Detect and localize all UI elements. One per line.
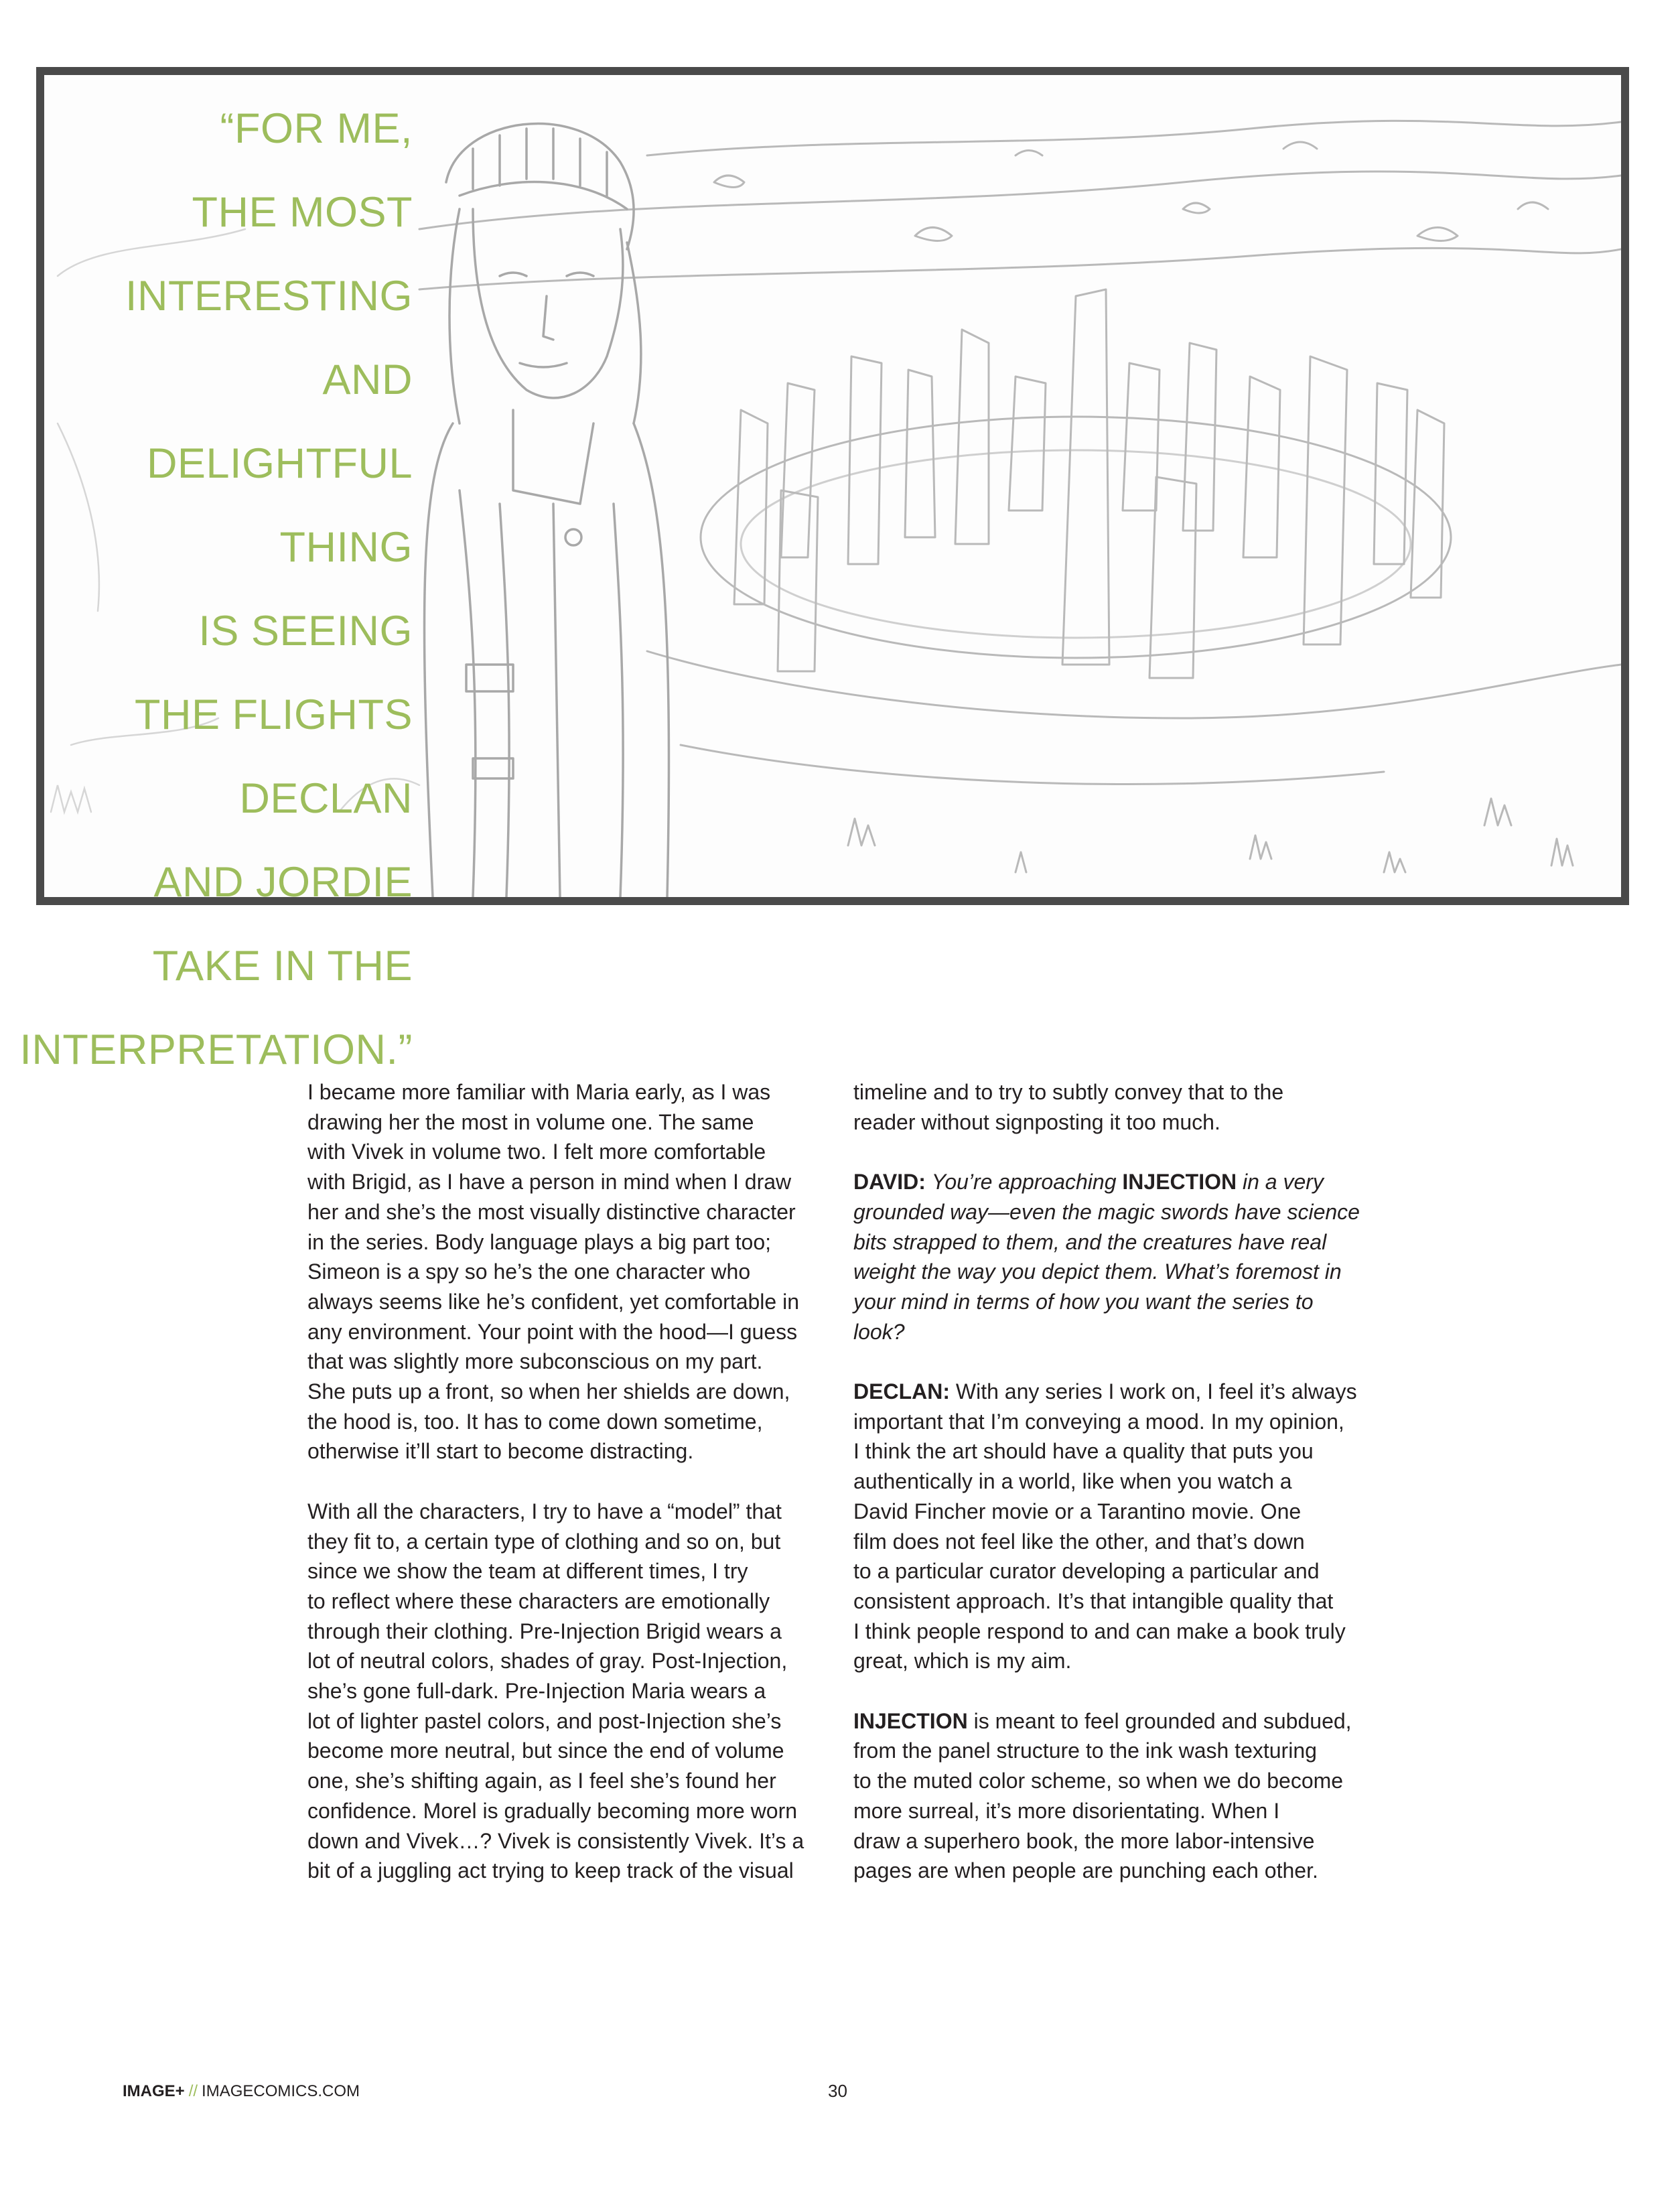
speaker-declan: DECLAN: bbox=[853, 1379, 950, 1404]
pull-quote-line: THING bbox=[279, 524, 413, 571]
text-line: always seems like he’s confident, yet comfortable in bbox=[307, 1289, 799, 1314]
text-line: David Fincher movie or a Tarantino movie. One bbox=[853, 1499, 1302, 1523]
text-line: from the panel structure to the ink wash texturing bbox=[853, 1738, 1317, 1763]
text-line: bit of a juggling act trying to keep track of the visual bbox=[307, 1858, 794, 1883]
pull-quote-line: INTERPRETATION.” bbox=[19, 1026, 413, 1073]
text-line: her and she’s the most visually distinctive character bbox=[307, 1199, 796, 1224]
footer-credit bbox=[123, 2082, 360, 2101]
text-line: lot of neutral colors, shades of gray. Post-Injection, bbox=[307, 1649, 788, 1673]
page-number: 30 bbox=[828, 2081, 847, 2101]
left-column bbox=[307, 1077, 837, 1886]
pull-quote-line: IS SEEING bbox=[198, 608, 413, 655]
paragraph-injection-grounded bbox=[853, 1706, 1383, 1886]
text-line: With all the characters, I try to have a “model” that bbox=[307, 1499, 782, 1523]
text-line: draw a superhero book, the more labor-intensive bbox=[853, 1828, 1315, 1853]
text-line: drawing her the most in volume one. The same bbox=[307, 1109, 754, 1134]
series-title: INJECTION bbox=[853, 1708, 968, 1733]
text-line: more surreal, it’s more disorientating. When I bbox=[853, 1798, 1280, 1823]
pull-quote-line: TAKE IN THE bbox=[152, 943, 413, 989]
text-line: to the muted color scheme, so when we do become bbox=[853, 1769, 1344, 1793]
text-line: bits strapped to them, and the creatures have real bbox=[853, 1229, 1327, 1254]
text-line: reader without signposting it too much. bbox=[853, 1109, 1220, 1134]
text-line: she’s gone full-dark. Pre-Injection Maria wears a bbox=[307, 1679, 766, 1704]
footer-slashes: // bbox=[188, 2082, 198, 2100]
text-line: with Vivek in volume two. I felt more comfortable bbox=[307, 1140, 766, 1164]
text-line: She puts up a front, so when her shields are down, bbox=[307, 1379, 790, 1404]
text-line: weight the way you depict them. What’s foremost in bbox=[853, 1259, 1342, 1284]
text-line bbox=[853, 1379, 1357, 1404]
text-line: important that I’m conveying a mood. In my opinion, bbox=[853, 1409, 1344, 1434]
pull-quote-line: DELIGHTFUL bbox=[146, 440, 413, 487]
text-line: confidence. Morel is gradually becoming more worn bbox=[307, 1798, 798, 1823]
text-line: I became more familiar with Maria early, as I was bbox=[307, 1080, 771, 1104]
text-line: look? bbox=[853, 1319, 905, 1344]
answer-line-rest: With any series I work on, I feel it’s always bbox=[955, 1379, 1357, 1404]
text-line: through their clothing. Pre-Injection Brigid wears a bbox=[307, 1619, 782, 1643]
question-david bbox=[853, 1167, 1383, 1347]
paragraph-characters-model bbox=[307, 1497, 837, 1886]
text-line: I think the art should have a quality that puts you bbox=[853, 1439, 1314, 1464]
text-line: great, which is my aim. bbox=[853, 1649, 1072, 1673]
text-line: to reflect where these characters are emotionally bbox=[307, 1588, 770, 1613]
speaker-david: DAVID: bbox=[853, 1170, 926, 1194]
text-line bbox=[853, 1170, 1324, 1194]
text-line: that was slightly more subconscious on my part. bbox=[307, 1349, 763, 1374]
text-line: otherwise it’ll start to become distracting. bbox=[307, 1439, 694, 1464]
series-title: INJECTION bbox=[1122, 1170, 1237, 1194]
footer-brand: IMAGE+ bbox=[123, 2082, 185, 2100]
text-line: with Brigid, as I have a person in mind when I draw bbox=[307, 1170, 792, 1194]
pull-quote bbox=[0, 87, 413, 1092]
pull-quote-line: AND JORDIE bbox=[153, 859, 413, 906]
text-line: your mind in terms of how you want the series to bbox=[853, 1289, 1314, 1314]
pull-quote-line: THE MOST bbox=[192, 189, 413, 236]
pull-quote-line: THE FLIGHTS bbox=[134, 691, 413, 738]
text-line bbox=[853, 1709, 1352, 1733]
answer-declan bbox=[853, 1377, 1383, 1676]
pull-quote-line: AND bbox=[322, 356, 413, 403]
text-line: since we show the team at different times, I try bbox=[307, 1559, 748, 1584]
text-line: Simeon is a spy so he’s the one character who bbox=[307, 1259, 751, 1284]
text-line: film does not feel like the other, and that’s down bbox=[853, 1529, 1305, 1554]
text-line: lot of lighter pastel colors, and post-Injection she’s bbox=[307, 1708, 782, 1733]
pull-quote-line: INTERESTING bbox=[125, 273, 413, 320]
pull-quote-line: DECLAN bbox=[239, 775, 413, 822]
text-line: consistent approach. It’s that intangible quality that bbox=[853, 1588, 1334, 1613]
footer-site: IMAGECOMICS.COM bbox=[202, 2082, 360, 2100]
text-line: pages are when people are punching each other. bbox=[853, 1858, 1318, 1883]
question-intro: You’re approaching bbox=[931, 1170, 1117, 1194]
question-line-rest: in a very bbox=[1242, 1170, 1324, 1194]
paragraph-line-rest: is meant to feel grounded and subdued, bbox=[973, 1708, 1352, 1733]
text-line: become more neutral, but since the end of volume bbox=[307, 1738, 784, 1763]
right-column bbox=[853, 1077, 1383, 1886]
text-line: to a particular curator developing a particular and bbox=[853, 1559, 1320, 1584]
text-line: timeline and to try to subtly convey that to the bbox=[853, 1080, 1284, 1104]
pull-quote-line: “FOR ME, bbox=[220, 105, 413, 152]
paragraph-timeline bbox=[853, 1077, 1383, 1137]
text-line: any environment. Your point with the hood—I guess bbox=[307, 1319, 798, 1344]
paragraph-maria-vivek bbox=[307, 1077, 837, 1466]
text-line: I think people respond to and can make a book truly bbox=[853, 1619, 1346, 1643]
text-line: down and Vivek…? Vivek is consistently Vivek. It’s a bbox=[307, 1828, 804, 1853]
text-line: in the series. Body language plays a big part too; bbox=[307, 1229, 771, 1254]
text-line: authentically in a world, like when you watch a bbox=[853, 1469, 1292, 1494]
text-line: one, she’s shifting again, as I feel she’s found her bbox=[307, 1769, 776, 1793]
text-line: grounded way—even the magic swords have science bbox=[853, 1199, 1360, 1224]
text-line: the hood is, too. It has to come down sometime, bbox=[307, 1409, 763, 1434]
text-line: they fit to, a certain type of clothing and so on, but bbox=[307, 1529, 781, 1554]
